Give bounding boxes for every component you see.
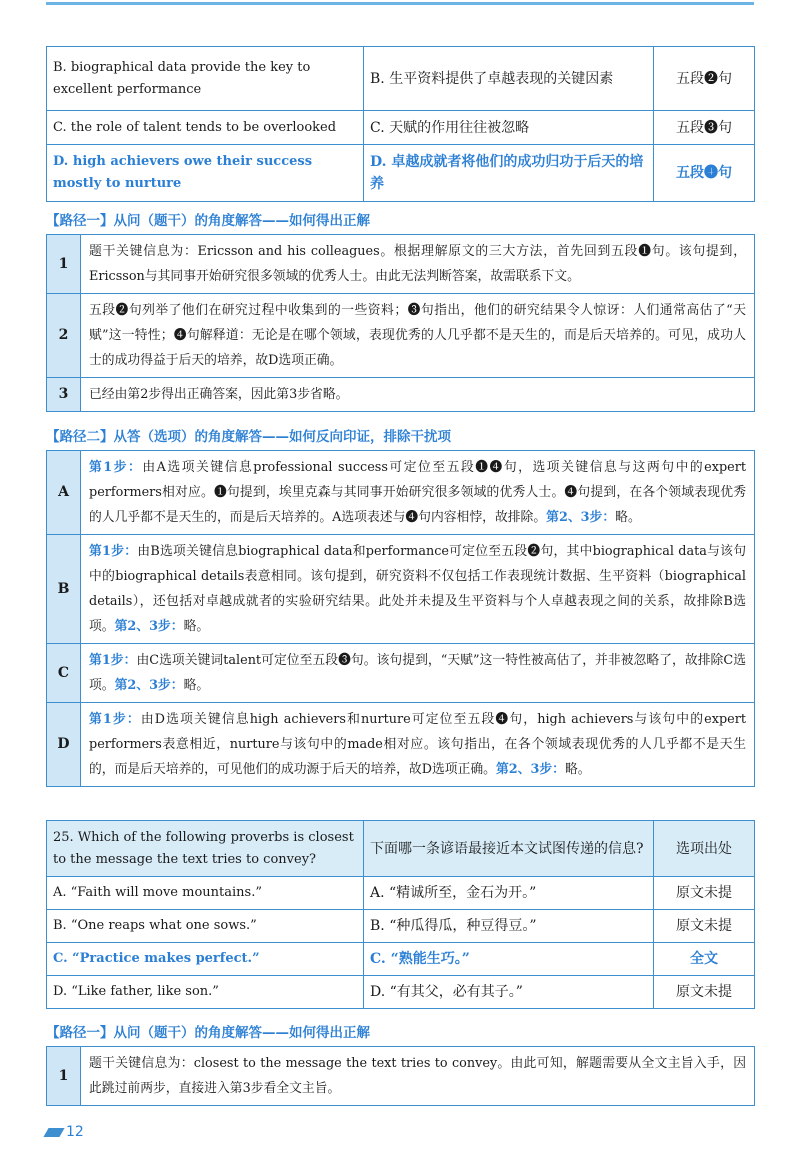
table-row-correct bbox=[47, 145, 755, 202]
step23-text: 略。 bbox=[564, 762, 591, 777]
question-en: 25. Which of the following proverbs is closest to the message the text tries to convey? bbox=[47, 821, 364, 877]
step-text: 题干关键信息为：closest to the message the text tries to convey。由此可知，解题需要从全文主旨入手，因此跳过前两步，直接进入第3步看全文主旨。 bbox=[81, 1047, 755, 1106]
book-icon bbox=[43, 1128, 64, 1137]
option-en: C. the role of talent tends to be overlooked bbox=[47, 111, 364, 145]
option-letter: A bbox=[47, 451, 81, 535]
top-rule bbox=[46, 2, 754, 5]
table-row bbox=[47, 111, 755, 145]
analysis-text: 由A选项关键信息professional success可定位至五段❶❹句，选项关键信息与这两句中的expert performers相对应。❶句提到，埃里克森与其同事开始研究很多领域的优秀人士。❹句提到，在各个领域表现优秀的人几乎都不是天生的，而是后天培养的。A选项表述与❹句内容相悖，故排除。 bbox=[89, 460, 746, 525]
step1-label: 第1步： bbox=[89, 712, 141, 727]
option-en: B. “One reaps what one sows.” bbox=[47, 910, 364, 943]
step-text: 题干关键信息为：Ericsson and his colleagues。根据理解原文的三大方法，首先回到五段❶句。该句提到，Ericsson与其同事开始研究很多领域的优秀人士。由此无法判断答案，故需联系下文。 bbox=[81, 235, 755, 294]
step-row bbox=[47, 1047, 755, 1106]
option-location: 五段❹句 bbox=[654, 145, 755, 202]
question-header-row bbox=[47, 821, 755, 877]
page-number: 12 bbox=[66, 1124, 84, 1140]
question-cn: 下面哪一条谚语最接近本文试图传递的信息? bbox=[364, 821, 654, 877]
option-letter: C bbox=[47, 644, 81, 703]
option-analysis-row bbox=[47, 644, 755, 703]
step-row bbox=[47, 235, 755, 294]
option-cn: B. “种瓜得瓜，种豆得豆。” bbox=[364, 910, 654, 943]
table-row bbox=[47, 976, 755, 1009]
option-en: D. “Like father, like son.” bbox=[47, 976, 364, 1009]
step-number: 3 bbox=[47, 378, 81, 412]
option-location: 原文未提 bbox=[654, 877, 755, 910]
path-one-heading-q25: 【路径一】从问（题干）的角度解答——如何得出正解 bbox=[46, 1025, 370, 1041]
option-letter: D bbox=[47, 703, 81, 787]
step23-text: 略。 bbox=[183, 678, 210, 693]
option-analysis-row bbox=[47, 535, 755, 644]
path-one-steps-q25 bbox=[46, 1046, 755, 1106]
page-footer bbox=[46, 1124, 84, 1140]
step-text: 五段❷句列举了他们在研究过程中收集到的一些资料；❸句指出，他们的研究结果令人惊讶：人们通常高估了“天赋”这一特性；❹句解释道：无论是在哪个领域，表现优秀的人几乎都不是天生的，而是后天培养的。可见，成功人士的成功得益于后天的培养，故D选项正确。 bbox=[81, 294, 755, 378]
step23-label: 第2、3步： bbox=[114, 678, 184, 693]
option-cn: D. 卓越成就者将他们的成功归功于后天的培养 bbox=[364, 145, 654, 202]
step-number: 2 bbox=[47, 294, 81, 378]
option-location: 原文未提 bbox=[654, 910, 755, 943]
step1-label: 第1步： bbox=[89, 544, 138, 559]
path-two-heading: 【路径二】从答（选项）的角度解答——如何反向印证，排除干扰项 bbox=[46, 429, 451, 445]
option-letter: B bbox=[47, 535, 81, 644]
option-analysis-row bbox=[47, 703, 755, 787]
options-table-24 bbox=[46, 46, 755, 202]
step23-text: 略。 bbox=[183, 619, 210, 634]
step23-label: 第2、3步： bbox=[546, 510, 616, 525]
option-cn: A. “精诚所至，金石为开。” bbox=[364, 877, 654, 910]
option-analysis bbox=[81, 451, 755, 535]
option-location: 原文未提 bbox=[654, 976, 755, 1009]
option-cn: C. “熟能生巧。” bbox=[364, 943, 654, 976]
analysis-text: 由B选项关键信息biographical data和performance可定位至五段❷句，其中biographical data与该句中的biographical details表意相同。该句提到，研究资料不仅包括工作表现统计数据、生平资料（biographical details），还包括对卓越成就者的实验研究结果。此处并未提及生平资料与个人卓越表现之间的关系，故排除B选项。 bbox=[89, 544, 746, 634]
option-en: C. “Practice makes perfect.” bbox=[47, 943, 364, 976]
table-row bbox=[47, 910, 755, 943]
step-row bbox=[47, 378, 755, 412]
table-row-correct bbox=[47, 943, 755, 976]
path-two-options bbox=[46, 450, 755, 787]
step-number: 1 bbox=[47, 235, 81, 294]
step1-label: 第1步： bbox=[89, 653, 137, 668]
option-en: D. high achievers owe their success mostly to nurture bbox=[47, 145, 364, 202]
option-location: 全文 bbox=[654, 943, 755, 976]
option-analysis bbox=[81, 703, 755, 787]
option-cn: B. 生平资料提供了卓越表现的关键因素 bbox=[364, 47, 654, 111]
step-row bbox=[47, 294, 755, 378]
path-one-steps bbox=[46, 234, 755, 412]
option-location: 五段❸句 bbox=[654, 111, 755, 145]
option-analysis-row bbox=[47, 451, 755, 535]
option-location: 五段❷句 bbox=[654, 47, 755, 111]
option-en: B. biographical data provide the key to excellent performance bbox=[47, 47, 364, 111]
step-number: 1 bbox=[47, 1047, 81, 1106]
option-analysis bbox=[81, 535, 755, 644]
step-text: 已经由第2步得出正确答案，因此第3步省略。 bbox=[81, 378, 755, 412]
step23-label: 第2、3步： bbox=[495, 762, 565, 777]
option-cn: D. “有其父，必有其子。” bbox=[364, 976, 654, 1009]
analysis-text: 由C选项关键词talent可定位至五段❸句。该句提到，“天赋”这一特性被高估了，并非被忽略了，故排除C选项。 bbox=[89, 653, 746, 693]
path-one-heading: 【路径一】从问（题干）的角度解答——如何得出正解 bbox=[46, 213, 370, 229]
step1-label: 第1步： bbox=[89, 460, 143, 475]
option-analysis bbox=[81, 644, 755, 703]
option-cn: C. 天赋的作用往往被忽略 bbox=[364, 111, 654, 145]
source-header: 选项出处 bbox=[654, 821, 755, 877]
step23-label: 第2、3步： bbox=[114, 619, 184, 634]
step23-text: 略。 bbox=[615, 510, 641, 525]
options-table-25 bbox=[46, 820, 755, 1009]
option-en: A. “Faith will move mountains.” bbox=[47, 877, 364, 910]
table-row bbox=[47, 47, 755, 111]
table-row bbox=[47, 877, 755, 910]
analysis-text: 由D选项关键信息high achievers和nurture可定位至五段❹句，high achievers与该句中的expert performers表意相近，nurture与该句中的made相对应。该句指出，在各个领域表现优秀的人几乎都不是天生的，而是后天培养的，可见他们的成功源于后天的培养，故D选项正确。 bbox=[89, 712, 746, 777]
